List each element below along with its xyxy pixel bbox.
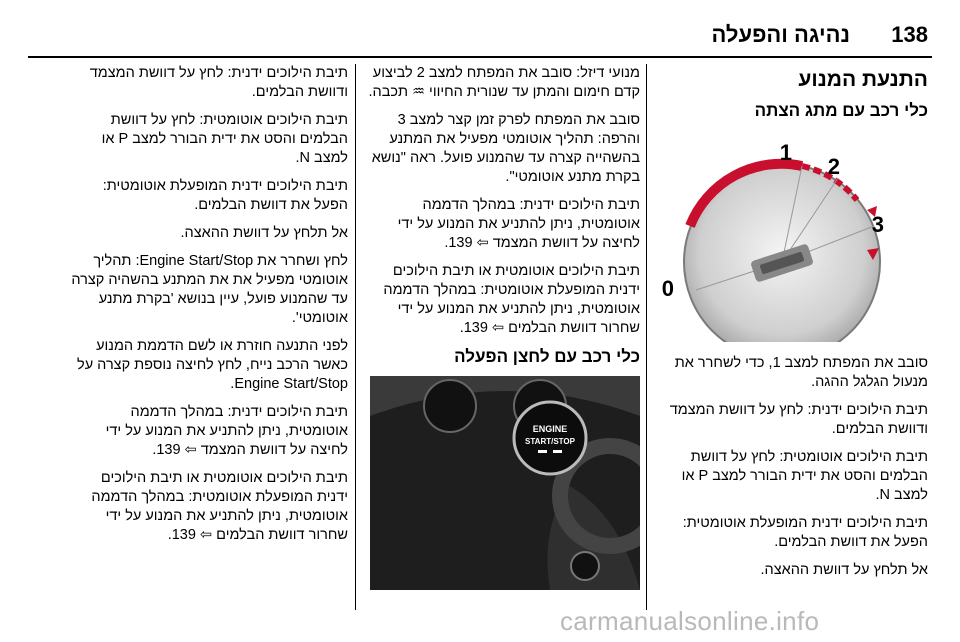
middle-column <box>362 64 640 590</box>
section-title: התנעת המנוע <box>798 68 928 91</box>
label-position-2: 2 <box>827 154 840 179</box>
right-column <box>652 64 928 589</box>
paragraph: תיבת הילוכים ידנית: לחץ על דוושת המצמד ודוושת הבלמים. <box>669 402 928 437</box>
column-divider-right <box>646 64 647 610</box>
paragraph: תיבת הילוכים ידנית: במהלך הדממה אוטומטית, ניתן להתניע את המנוע על ידי לחיצה על דוושת המצמד ⇦ 139. <box>105 404 348 458</box>
paragraph: תיבת הילוכים אוטומטית: לחץ על דוושת הבלמים והסט את ידית הבורר למצב P או למצב N. <box>681 449 928 503</box>
ignition-switch-illustration <box>652 130 928 342</box>
paragraph: תיבת הילוכים ידנית: לחץ על דוושת המצמד ודוושת הבלמים. <box>89 65 348 100</box>
paragraph: תיבת הילוכים אוטומטית או תיבת הילוכים ידנית המופעלת אוטומטית: במהלך הדממה אוטומטית, ניתן להתניע את המנוע על ידי שחרור דוושת הבלמים ⇦ 139. <box>91 470 348 543</box>
label-position-0: 0 <box>661 276 674 301</box>
ignition-knob <box>571 552 599 580</box>
page-header <box>0 0 960 56</box>
button-label-start-stop: START/STOP <box>525 437 575 446</box>
start-stop-button-figure <box>370 376 640 590</box>
paragraph: לפני התנעה חוזרת או לשם הדממת המנוע כאשר הרכב נייח, לחץ לחיצה נוספת קצרה על Engine Start/Stop. <box>77 338 348 392</box>
subsection-title-key: כלי רכב עם מתג הצתה <box>754 101 928 120</box>
button-indicator-right <box>553 450 562 453</box>
paragraph: תיבת הילוכים ידנית המופעלת אוטומטית: הפעל את דוושת הבלמים. <box>682 515 928 550</box>
paragraph: מנועי דיזל: סובב את המפתח למצב 2 לביצוע קדם חימום והמתן עד שנורית החיווי ♒ תכבה. <box>368 65 640 100</box>
dashboard-illustration <box>370 376 640 590</box>
paragraph: תיבת הילוכים אוטומטית או תיבת הילוכים ידנית המופעלת אוטומטית: במהלך הדממה אוטומטית, ניתן להתניע את המנוע על ידי שחרור דוושת הבלמים ⇦ 139. <box>383 263 640 336</box>
paragraph: תיבת הילוכים ידנית המופעלת אוטומטית: הפעל את דוושת הבלמים. <box>102 178 348 213</box>
subsection-title-button: כלי רכב עם לחצן הפעלה <box>454 347 640 366</box>
paragraph: סובב את המפתח לפרק זמן קצר למצב 3 והרפה: תהליך אוטומטי מפעיל את המתנע בהשהייה קצרה עד שהמנוע פועל. ראה "נושא בקרת מתנע אוטומטי". <box>371 112 640 185</box>
label-position-3: 3 <box>871 212 884 237</box>
paragraph: אל תלחץ על דוושת ההאצה. <box>760 562 928 578</box>
column-divider-left <box>355 64 356 610</box>
gauge-left <box>424 380 476 432</box>
paragraph: סובב את המפתח למצב 1, כדי לשחרר את מנעול הגלגל ההגה. <box>674 355 928 390</box>
paragraph: לחץ ושחרר את Engine Start/Stop: תהליך אוטומטי מפעיל את את המתנע בהשהיה קצרה עד שהמנוע פועל, עיין בנושא 'בקרת מתנע אוטומטי'. <box>71 253 348 326</box>
button-label-engine: ENGINE <box>532 424 568 434</box>
button-indicator-left <box>538 450 547 453</box>
watermark: carmanualsonline.info <box>560 606 820 636</box>
ignition-switch-figure <box>652 130 928 342</box>
left-column <box>70 64 348 554</box>
section-title-header: נהיגה והפעלה <box>711 22 850 47</box>
paragraph: תיבת הילוכים אוטומטית: לחץ על דוושת הבלמים והסט את ידית הבורר למצב P או למצב N. <box>101 112 348 166</box>
page-number: 138 <box>891 22 928 47</box>
label-position-1: 1 <box>779 140 792 165</box>
paragraph: אל תלחץ על דוושת ההאצה. <box>180 225 348 241</box>
paragraph: תיבת הילוכים ידנית: במהלך הדממה אוטומטית, ניתן להתניע את המנוע על ידי לחיצה על דוושת המצמד ⇦ 139. <box>397 197 640 251</box>
header-divider <box>28 56 932 58</box>
